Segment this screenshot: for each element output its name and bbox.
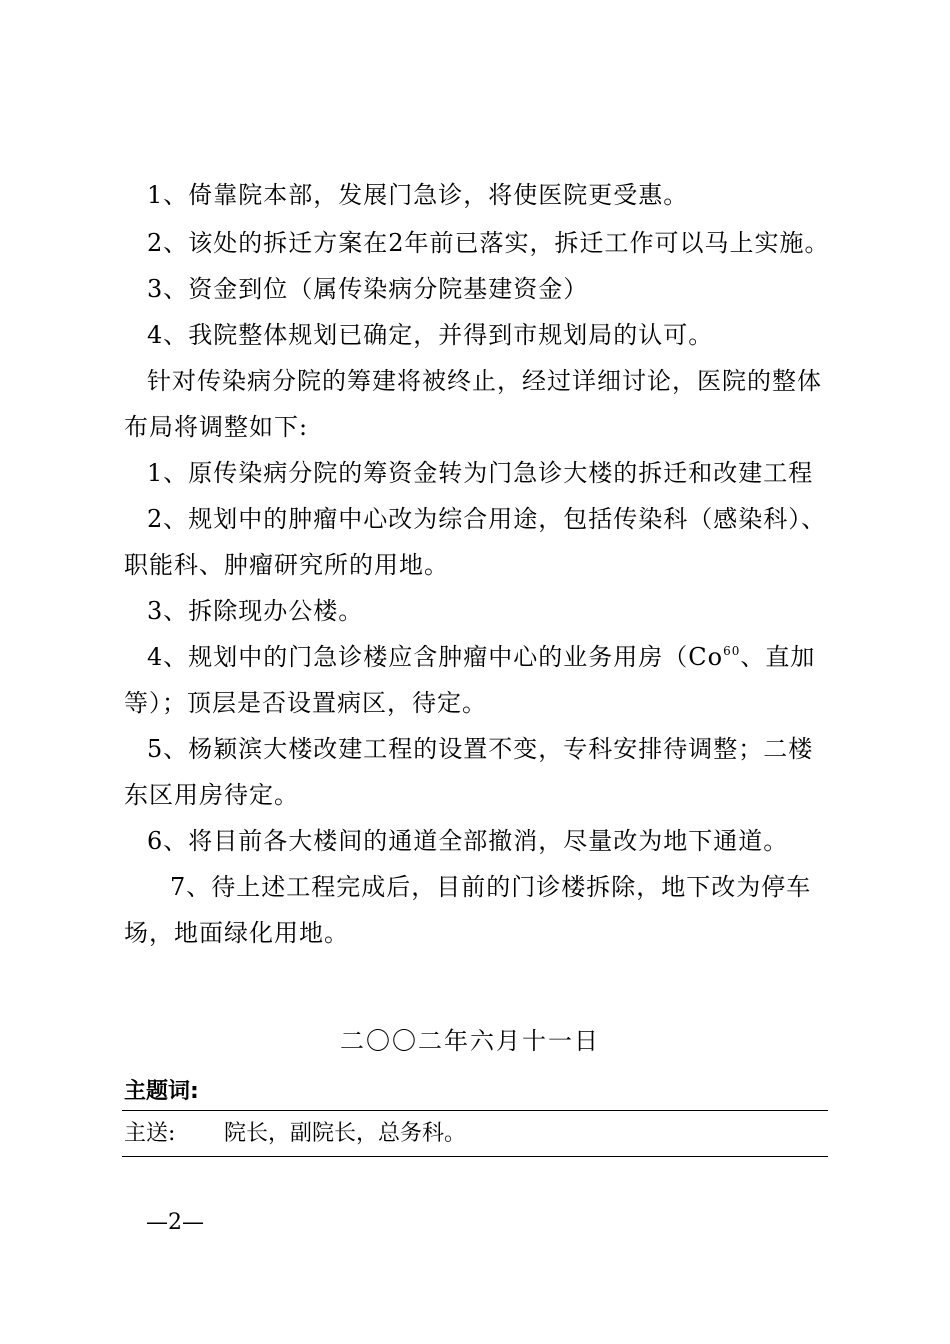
intro-line: 针对传染病分院的筹建将被终止，经过详细讨论，医院的整体: [147, 367, 822, 395]
item-text: 4、规划中的门急诊楼应含肿瘤中心的业务用房（Co: [147, 643, 724, 671]
list-item: 6、将目前各大楼间的通道全部撤消，尽量改为地下通道。: [147, 827, 789, 855]
list-item: [147, 642, 867, 672]
send-recipients: 院长，副院长，总务科。: [224, 1121, 467, 1146]
list-item-continued: 职能科、肿瘤研究所的用地。: [124, 551, 449, 579]
keywords-label: 主题词:: [124, 1079, 199, 1104]
intro-line: 布局将调整如下:: [124, 413, 309, 441]
superscript: 60: [723, 644, 741, 658]
list-item: 3、资金到位（属传染病分院基建资金）: [147, 275, 589, 303]
list-item: 4、我院整体规划已确定，并得到市规划局的认可。: [147, 321, 714, 349]
list-item-continued: 场，地面绿化用地。: [124, 919, 349, 947]
item-text: 、直加: [740, 643, 816, 671]
list-item: 1、倚靠院本部，发展门急诊，将使医院更受惠。: [147, 181, 689, 209]
send-to-row: [124, 1119, 466, 1149]
page-number: —2—: [146, 1210, 204, 1235]
document-date: 二〇〇二年六月十一日: [340, 1027, 600, 1055]
list-item: 2、规划中的肿瘤中心改为综合用途，包括传染科（感染科）、: [147, 505, 827, 533]
divider: [122, 1156, 828, 1157]
list-item: 1、原传染病分院的筹资金转为门急诊大楼的拆迁和改建工程: [147, 459, 814, 487]
list-item-continued: 东区用房待定。: [124, 781, 299, 809]
send-label: 主送:: [124, 1121, 176, 1146]
list-item: 5、杨颖滨大楼改建工程的设置不变，专科安排待调整；二楼: [147, 735, 814, 763]
list-item: 3、拆除现办公楼。: [147, 597, 364, 625]
divider: [122, 1110, 828, 1111]
list-item: 2、该处的拆迁方案在2年前已落实，拆迁工作可以马上实施。: [147, 229, 830, 257]
list-item: 7、待上述工程完成后，目前的门诊楼拆除，地下改为停车: [170, 873, 812, 901]
list-item-continued: 等）；顶层是否设置病区，待定。: [124, 689, 487, 717]
